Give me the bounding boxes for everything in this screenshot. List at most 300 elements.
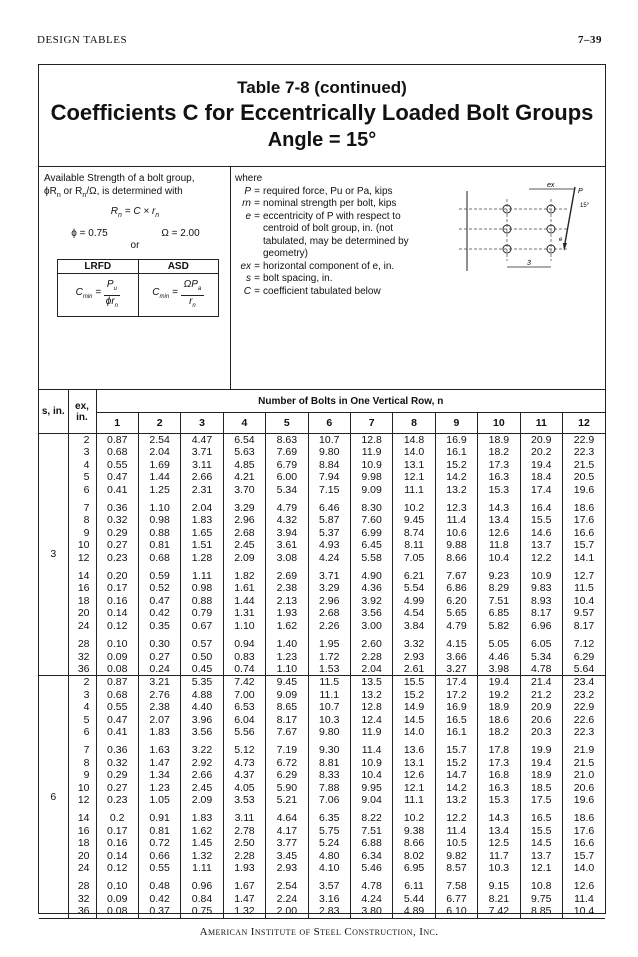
coefficient-cell: 21.2 (520, 689, 562, 701)
coefficient-cell: 3.71 (181, 446, 223, 458)
coefficient-cell: 11.1 (393, 794, 435, 806)
coefficient-cell: 3.77 (266, 837, 308, 849)
table-row (39, 689, 605, 701)
coefficient-cell: 3.27 (435, 663, 477, 676)
table-row (39, 651, 605, 663)
table-row (39, 769, 605, 781)
coefficient-cell: 5.90 (266, 782, 308, 794)
coefficient-cell: 12.6 (573, 880, 595, 893)
coefficient-cell: 20.9 (520, 434, 562, 447)
table-row (39, 850, 605, 862)
coefficient-cell: 3.22 (181, 744, 223, 756)
table-row (39, 446, 605, 458)
svg-text:e: e (559, 237, 563, 243)
coefficient-cell: 2.92 (181, 757, 223, 769)
coefficient-cell: 0.87 (96, 434, 138, 447)
coefficient-cell: 16.3 (478, 782, 520, 794)
coefficient-cell: 19.4 (520, 459, 562, 471)
coefficient-cell: 0.08 (96, 905, 138, 918)
coefficient-cell: 15.5 (520, 514, 562, 526)
coefficient-cell: 7.42 (478, 905, 520, 918)
coefficient-cell: 20.5 (573, 471, 595, 484)
coefficient-cell: 1.44 (138, 471, 180, 483)
coefficient-cell: 0.88 (138, 527, 180, 539)
coefficient-cell: 5.54 (393, 582, 435, 594)
coefficient-cell: 0.41 (96, 484, 138, 496)
coefficient-cell: 2.13 (266, 595, 308, 607)
coefficient-cell: 2.09 (181, 794, 223, 806)
n-header-cell: 8 (393, 413, 435, 434)
coefficient-cell: 0.35 (138, 620, 180, 632)
coefficient-cell: 10.5 (435, 837, 477, 849)
coefficient-cell: 2.04 (138, 446, 180, 458)
coefficient-cell: 18.4 (520, 471, 562, 483)
coefficient-cell: 4.47 (181, 434, 223, 447)
coefficient-cell: 12.2 (435, 812, 477, 824)
coefficient-cell: 9.45 (266, 676, 308, 689)
coefficient-cell: 2.68 (308, 607, 350, 619)
coefficient-cell: 2.93 (266, 862, 308, 874)
coefficient-cell: 5.35 (181, 676, 223, 689)
coefficient-cell: 6.96 (520, 620, 562, 632)
coefficient-cell: 0.23 (96, 552, 138, 564)
coefficient-cell: 6.00 (266, 471, 308, 483)
coefficient-cell: 12.1 (393, 782, 435, 794)
coefficient-cell: 6.29 (573, 650, 595, 663)
coefficient-cell: 2.04 (181, 502, 223, 514)
coefficient-cell: 22.9 (573, 434, 595, 446)
coefficient-cell: 14.5 (393, 714, 435, 726)
coefficient-cell: 8.17 (266, 714, 308, 726)
table-row (39, 638, 605, 650)
coefficient-cell: 0.48 (138, 880, 180, 892)
coefficient-cell: 8.02 (393, 850, 435, 862)
coefficient-cell: 4.79 (266, 502, 308, 514)
coefficient-cell: 16.6 (573, 837, 595, 850)
coefficient-cell: 17.3 (478, 757, 520, 769)
coefficient-cell: 14.2 (435, 471, 477, 483)
coefficient-cell: 3.70 (223, 484, 265, 496)
coefficient-cell: 4.15 (435, 638, 477, 650)
coefficient-cell: 17.6 (573, 824, 595, 837)
coefficient-cell: 1.31 (223, 607, 265, 619)
coefficient-cell: 0.12 (96, 862, 138, 874)
coefficient-cell: 8.84 (308, 459, 350, 471)
asd-label: ASD (167, 261, 189, 272)
coefficient-cell: 8.93 (520, 595, 562, 607)
n-header-cell: 10 (478, 413, 520, 434)
ex-cell: 10 (68, 539, 96, 551)
coefficient-cell: 11.1 (308, 689, 350, 701)
coefficient-cell: 13.2 (435, 794, 477, 806)
coefficient-cell: 0.10 (96, 638, 138, 650)
coefficient-cell: 8.66 (435, 552, 477, 564)
coefficient-cell: 3.53 (223, 794, 265, 806)
coefficient-cell: 7.06 (308, 794, 350, 806)
coefficient-cell: 0.47 (138, 595, 180, 607)
coefficient-cell: 1.93 (223, 862, 265, 874)
coefficient-cell: 6.79 (266, 459, 308, 471)
coefficient-cell: 0.32 (96, 514, 138, 526)
coefficient-cell: 1.11 (181, 862, 223, 874)
coefficient-cell: 14.8 (393, 434, 435, 447)
coefficient-cell: 3.29 (308, 582, 350, 594)
n-header-cell: 1 (96, 413, 138, 434)
info-panel (39, 167, 605, 389)
coefficient-cell: 2.83 (308, 905, 350, 918)
coefficient-cell: 5.34 (520, 651, 562, 663)
coefficient-cell: 3.56 (350, 607, 392, 619)
coefficient-cell: 9.09 (266, 689, 308, 701)
coefficient-cell: 0.12 (96, 620, 138, 632)
coefficient-cell: 7.15 (308, 484, 350, 496)
title-line-1: Table 7-8 (continued) (237, 78, 407, 97)
coefficient-cell: 1.28 (181, 552, 223, 564)
coefficient-cell: 17.3 (478, 459, 520, 471)
coefficient-cell: 9.98 (350, 471, 392, 483)
coefficient-cell: 0.67 (181, 620, 223, 632)
coefficient-cell: 0.68 (138, 552, 180, 564)
bolt-group-diagram (447, 181, 597, 281)
coefficient-cell: 9.09 (350, 484, 392, 496)
table-row (39, 471, 605, 483)
coefficient-cell: 8.57 (435, 862, 477, 874)
coefficient-cell: 0.81 (138, 539, 180, 551)
coefficient-cell: 12.5 (478, 837, 520, 849)
coefficient-cell: 5.12 (223, 744, 265, 756)
coefficient-cell: 10.7 (308, 701, 350, 713)
coefficient-cell: 11.4 (435, 514, 477, 526)
coefficient-cell: 5.44 (393, 893, 435, 905)
coefficient-cell: 22.9 (573, 701, 595, 714)
coefficient-cell: 7.12 (573, 638, 595, 651)
coefficient-cell: 18.9 (520, 769, 562, 781)
coefficient-cell: 1.53 (308, 663, 350, 676)
coefficient-cell: 6.29 (266, 769, 308, 781)
coefficient-cell: 1.82 (223, 570, 265, 582)
coefficient-cell: 8.65 (266, 701, 308, 713)
coefficient-cell: 9.45 (393, 514, 435, 526)
page-number: 7–39 (578, 34, 602, 46)
coefficient-cell: 8.85 (520, 905, 562, 918)
coefficient-cell: 9.75 (520, 893, 562, 905)
coefficient-cell: 8.11 (393, 539, 435, 551)
coefficient-cell: 4.36 (350, 582, 392, 594)
n-header-cell: 2 (138, 413, 180, 434)
coefficient-cell: 6.21 (393, 570, 435, 582)
table-row (39, 905, 605, 918)
table-frame (38, 64, 606, 918)
footer: American Institute of Steel Construction, Inc. (199, 926, 439, 938)
coefficient-cell: 15.7 (573, 539, 595, 552)
coefficient-cell: 5.46 (350, 862, 392, 874)
phi-value: ϕ = 0.75 (71, 227, 108, 239)
definition-item: e = eccentricity of P with respect to centroid of bolt group, in. (not tabulated, may be determined by geometry) (245, 210, 409, 259)
coefficient-cell: 0.94 (223, 638, 265, 650)
eq-main: $R_n = C \times r_n$ (110, 206, 160, 219)
definition-item: s = bolt spacing, in. (246, 273, 333, 284)
coefficient-cell: 10.9 (520, 570, 562, 582)
coefficient-cell: 1.61 (223, 582, 265, 594)
coefficient-cell: 12.7 (573, 570, 595, 583)
coefficient-cell: 11.5 (574, 582, 594, 595)
coefficient-cell: 0.27 (96, 539, 138, 551)
bolts-header: Number of Bolts in One Vertical Row, n (258, 395, 444, 407)
coefficient-cell: 23.2 (573, 688, 595, 701)
coefficient-cell: 0.32 (96, 757, 138, 769)
coefficient-cell: 1.32 (181, 850, 223, 862)
coefficient-cell: 0.09 (96, 651, 138, 663)
coefficient-cell: 10.6 (435, 527, 477, 539)
coefficient-cell: 1.44 (223, 595, 265, 607)
coefficient-cell: 5.34 (266, 484, 308, 496)
coefficient-cell: 21.9 (573, 744, 595, 757)
coefficient-cell: 2.07 (138, 714, 180, 726)
coefficient-cell: 14.3 (478, 502, 520, 514)
coefficient-cell: 3.98 (478, 663, 520, 676)
coefficient-cell: 6.95 (393, 862, 435, 874)
coefficient-cell: 6.35 (308, 812, 350, 824)
coefficient-cell: 17.6 (573, 514, 595, 527)
coefficient-cell: 1.23 (266, 651, 308, 663)
n-header-cell: 6 (308, 413, 350, 434)
coefficient-cell: 6.05 (520, 638, 562, 650)
coefficient-cell: 0.45 (181, 663, 223, 676)
coefficient-cell: 8.74 (393, 527, 435, 539)
coefficient-cell: 3.80 (350, 905, 392, 918)
coefficient-cell: 16.1 (435, 446, 477, 458)
ex-cell: 3 (68, 446, 96, 458)
coefficient-cell: 6.20 (435, 595, 477, 607)
coefficient-cell: 2.45 (223, 539, 265, 551)
coefficient-cell: 0.79 (181, 607, 223, 619)
coefficient-cell: 10.8 (520, 880, 562, 892)
coefficient-cell: 3.21 (138, 676, 180, 689)
asd-formula: $C_{min}$ = $\Omega P_a$ $r_n$ (139, 274, 219, 316)
ex-cell: 7 (68, 502, 96, 514)
coefficient-cell: 22.6 (573, 713, 595, 726)
coefficient-cell: 3.84 (393, 620, 435, 632)
ex-cell: 9 (68, 527, 96, 539)
coefficient-cell: 1.25 (138, 484, 180, 496)
coefficient-cell: 1.05 (138, 794, 180, 806)
coefficient-cell: 0.47 (96, 471, 138, 483)
coefficient-cell: 2.66 (181, 471, 223, 483)
coefficient-cell: 2.38 (138, 701, 180, 713)
coefficient-cell: 16.1 (435, 726, 477, 738)
table-row (39, 620, 605, 632)
coefficient-cell: 3.00 (350, 620, 392, 632)
coefficient-cell: 1.72 (308, 651, 350, 663)
coefficient-cell: 11.9 (350, 726, 392, 738)
coefficient-cell: 15.3 (478, 484, 520, 496)
coefficient-cell: 16.3 (478, 471, 520, 483)
ex-cell: 2 (68, 676, 96, 689)
coefficient-cell: 13.5 (350, 676, 392, 689)
coefficient-cell: 20.9 (520, 701, 562, 713)
coefficient-cell: 4.78 (350, 880, 392, 892)
coefficient-cell: 0.08 (96, 663, 138, 676)
coefficient-cell: 0.09 (96, 893, 138, 905)
coefficient-cell: 1.83 (138, 726, 180, 738)
ex-cell: 36 (68, 905, 96, 918)
coefficient-cell: 9.88 (435, 539, 477, 551)
coefficient-cell: 2.93 (393, 651, 435, 663)
table-row (39, 607, 605, 619)
coefficient-cell: 0.20 (96, 570, 138, 582)
coefficient-cell: 16.9 (435, 701, 477, 713)
coefficient-cell: 0.29 (96, 769, 138, 781)
coefficient-cell: 5.56 (223, 726, 265, 738)
coefficient-cell: 4.05 (223, 782, 265, 794)
coefficient-cell: 1.69 (138, 459, 180, 471)
coefficient-cell: 11.5 (308, 676, 350, 689)
coefficient-cell: 1.10 (138, 502, 180, 514)
n-header-cell: 3 (181, 413, 223, 434)
coefficient-cell: 4.90 (350, 570, 392, 582)
coefficient-cell: 5.58 (350, 552, 392, 564)
coefficient-cell: 1.95 (308, 638, 350, 650)
coefficient-cell: 0.84 (181, 893, 223, 905)
ex-cell: 14 (68, 812, 96, 824)
coefficient-cell: 1.83 (181, 812, 223, 824)
coefficient-cell: 0.24 (138, 663, 180, 676)
table-row (39, 552, 605, 564)
coefficient-cell: 3.66 (435, 651, 477, 663)
coefficient-cell: 2.54 (138, 434, 180, 447)
coefficient-cell: 0.23 (96, 794, 138, 806)
coefficient-cell: 11.7 (478, 850, 520, 862)
coefficient-cell: 15.5 (393, 676, 435, 689)
table-row (39, 744, 605, 756)
coefficient-cell: 18.5 (520, 782, 562, 794)
coefficient-cell: 6.85 (478, 607, 520, 619)
coefficient-cell: 14.6 (520, 527, 562, 539)
coefficient-cell: 5.82 (478, 620, 520, 632)
coefficient-cell: 7.58 (435, 880, 477, 892)
coefficient-cell: 4.32 (266, 514, 308, 526)
ex-cell: 4 (68, 459, 96, 471)
coefficient-cell: 7.67 (435, 570, 477, 582)
coefficient-cell: 4.99 (393, 595, 435, 607)
coefficient-cell: 10.9 (350, 459, 392, 471)
coefficient-cell: 9.04 (350, 794, 392, 806)
coefficient-cell: 0.14 (96, 607, 138, 619)
coefficient-cell: 8.30 (350, 502, 392, 514)
svg-text:ex: ex (547, 182, 555, 189)
ex-cell: 6 (68, 484, 96, 496)
coefficient-cell: 5.21 (266, 794, 308, 806)
coefficient-cell: 3.96 (181, 714, 223, 726)
coefficient-cell: 13.6 (393, 744, 435, 756)
coefficient-cell: 15.7 (573, 849, 595, 862)
coefficient-cell: 2.04 (350, 663, 392, 676)
table-row (39, 484, 605, 496)
ex-cell: 7 (68, 744, 96, 756)
coefficient-cell: 13.4 (478, 825, 520, 837)
ex-cell: 24 (68, 862, 96, 874)
coefficient-cell: 4.80 (308, 850, 350, 862)
coefficient-cell: 18.2 (478, 726, 520, 738)
coefficient-cell: 0.55 (96, 459, 138, 471)
coefficient-cell: 4.46 (478, 651, 520, 663)
where-label: where (235, 173, 263, 184)
coefficient-cell: 2.60 (350, 638, 392, 650)
ex-cell: 32 (68, 651, 96, 663)
coefficient-cell: 5.63 (223, 446, 265, 458)
coefficient-cell: 6.88 (350, 837, 392, 849)
coefficient-cell: 2.66 (181, 769, 223, 781)
coefficient-cell: 0.57 (181, 638, 223, 650)
coefficient-cell: 20.2 (520, 446, 562, 458)
coefficient-cell: 3.16 (308, 893, 350, 905)
ex-cell: 28 (68, 880, 96, 892)
coefficient-cell: 4.21 (223, 471, 265, 483)
coefficient-cell: 1.11 (181, 570, 223, 582)
coefficient-cell: 9.57 (573, 607, 595, 620)
coefficient-cell: 10.7 (308, 434, 350, 447)
coefficient-cell: 9.23 (478, 570, 520, 582)
coefficient-cell: 6.53 (223, 701, 265, 713)
coefficient-cell: 10.3 (478, 862, 520, 874)
table-row (39, 539, 605, 551)
coefficient-cell: 13.7 (520, 850, 562, 862)
ex-cell: 18 (68, 837, 96, 849)
coefficient-cell: 0.27 (96, 782, 138, 794)
n-header-row (39, 413, 605, 434)
coefficient-cell: 19.6 (573, 483, 595, 496)
coefficient-cell: 3.45 (266, 850, 308, 862)
coefficient-cell: 7.42 (223, 676, 265, 689)
coefficient-cell: 16.5 (520, 812, 562, 824)
coefficient-cell: 7.69 (266, 446, 308, 458)
table-row (39, 582, 605, 594)
coefficient-cell: 0.36 (96, 502, 138, 514)
ex-cell: 20 (68, 607, 96, 619)
coefficient-cell: 2.00 (266, 905, 308, 918)
coefficient-cell: 0.68 (96, 689, 138, 701)
coefficient-cell: 6.34 (350, 850, 392, 862)
table-row (39, 714, 605, 726)
coefficient-cell: 12.6 (393, 769, 435, 781)
coefficient-cell: 15.7 (435, 744, 477, 756)
coefficient-cell: 0.14 (96, 850, 138, 862)
coefficient-cell: 9.15 (478, 880, 520, 892)
coefficient-cell: 15.3 (478, 794, 520, 806)
coefficient-cell: 0.55 (138, 862, 180, 874)
coefficient-cell: 0.30 (138, 638, 180, 650)
coefficient-cell: 9.38 (393, 825, 435, 837)
coefficient-cell: 3.32 (393, 638, 435, 650)
ex-cell: 3 (68, 689, 96, 701)
table-row (39, 676, 605, 689)
coefficient-cell: 19.9 (520, 744, 562, 756)
col-s-header: s, in. (39, 390, 68, 434)
ex-cell: 12 (68, 794, 96, 806)
coefficient-cell: 2.24 (266, 893, 308, 905)
coefficient-cell: 2.69 (266, 570, 308, 582)
coefficient-cell: 20.6 (520, 714, 562, 726)
coefficient-cell: 5.37 (308, 527, 350, 539)
coefficient-cell: 3.56 (181, 726, 223, 738)
coefficient-cell: 16.9 (435, 434, 477, 447)
coefficient-cell: 6.45 (350, 539, 392, 551)
definition-item: P = required force, Pu or Pa, kips (244, 185, 393, 197)
coefficient-cell: 21.0 (573, 769, 595, 782)
ex-cell: 24 (68, 620, 96, 632)
spacing-cell: 3 (39, 434, 68, 676)
table-row (39, 434, 605, 447)
